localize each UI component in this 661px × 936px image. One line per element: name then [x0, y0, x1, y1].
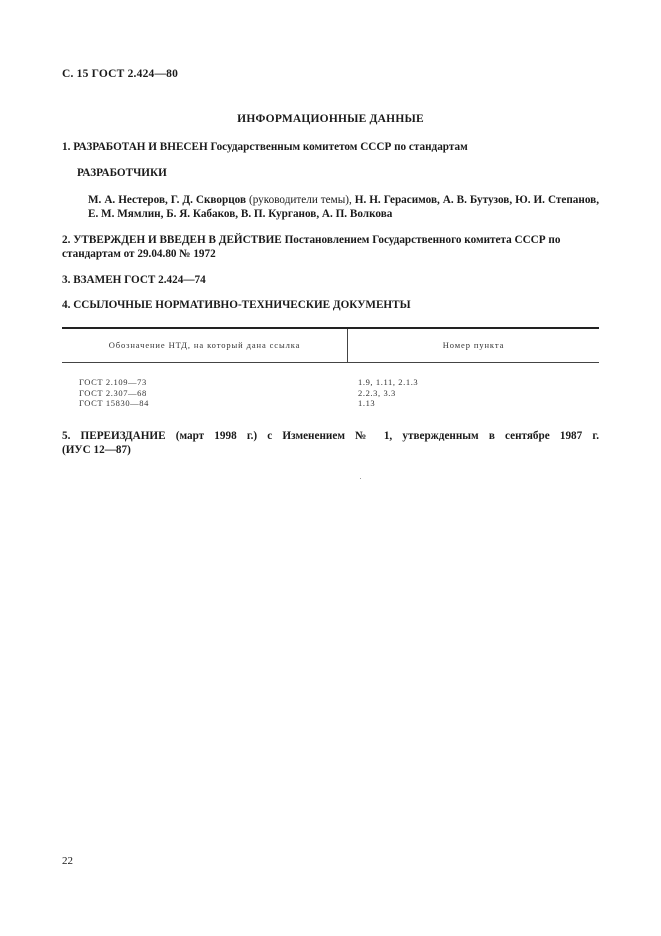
- developers-note: (руководители темы),: [246, 194, 355, 206]
- table-cell-doc: ГОСТ 15830—84: [79, 398, 149, 408]
- developers-leads: М. А. Нестеров, Г. Д. Скворцов: [88, 194, 247, 206]
- table-cell-doc: ГОСТ 2.307—68: [79, 387, 147, 398]
- table-column-documents: [79, 377, 149, 409]
- page-header: С. 15 ГОСТ 2.424—80: [62, 68, 179, 80]
- developers-others: Н. Н. Герасимов, А. В. Бутузов, Ю. И. Степанов, Е. М. Мямлин, Б. Я. Кабаков, В. П. Курганов, А. П. Волкова: [88, 194, 599, 220]
- reference-table: [62, 327, 599, 413]
- table-cell-doc: ГОСТ 2.109—73: [79, 377, 147, 387]
- item-references-heading: 4. ССЫЛОЧНЫЕ НОРМАТИВНО-ТЕХНИЧЕСКИЕ ДОКУМЕНТЫ: [62, 299, 411, 311]
- scan-speck: [360, 478, 361, 479]
- table-cell-clause: 1.13: [358, 398, 376, 408]
- table-cell-clause: 2.2.3, 3.3: [358, 387, 396, 398]
- table-cell-clause: 1.9, 1.11, 2.1.3: [358, 377, 419, 387]
- developers-heading: РАЗРАБОТЧИКИ: [77, 167, 167, 179]
- table-column-clauses: [358, 377, 418, 409]
- table-header-clause: Номер пункта: [442, 340, 505, 350]
- section-title: ИНФОРМАЦИОННЫЕ ДАННЫЕ: [237, 113, 424, 125]
- item-developed-by: 1. РАЗРАБОТАН И ВНЕСЕН Государственным комитетом СССР по стандартам: [62, 141, 468, 153]
- table-top-rule: [62, 327, 599, 329]
- table-header-document: Обозначение НТД, на который дана ссылка: [108, 340, 301, 350]
- item-reissue: 5. ПЕРЕИЗДАНИЕ (март 1998 г.) с Изменением № 1, утвержденным в сентябре 1987 г.: [62, 430, 599, 442]
- item-approved: 2. УТВЕРЖДЕН И ВВЕДЕН В ДЕЙСТВИЕ Постановлением Государственного комитета СССР по стандартам от 29.04.80 № 1972: [62, 234, 561, 260]
- item-reissue-note: (ИУС 12—87): [62, 444, 131, 456]
- item-replaces: 3. ВЗАМЕН ГОСТ 2.424—74: [62, 274, 206, 286]
- developers-list: [88, 193, 599, 221]
- table-header-rule: [62, 362, 599, 363]
- page-number: 22: [62, 855, 73, 867]
